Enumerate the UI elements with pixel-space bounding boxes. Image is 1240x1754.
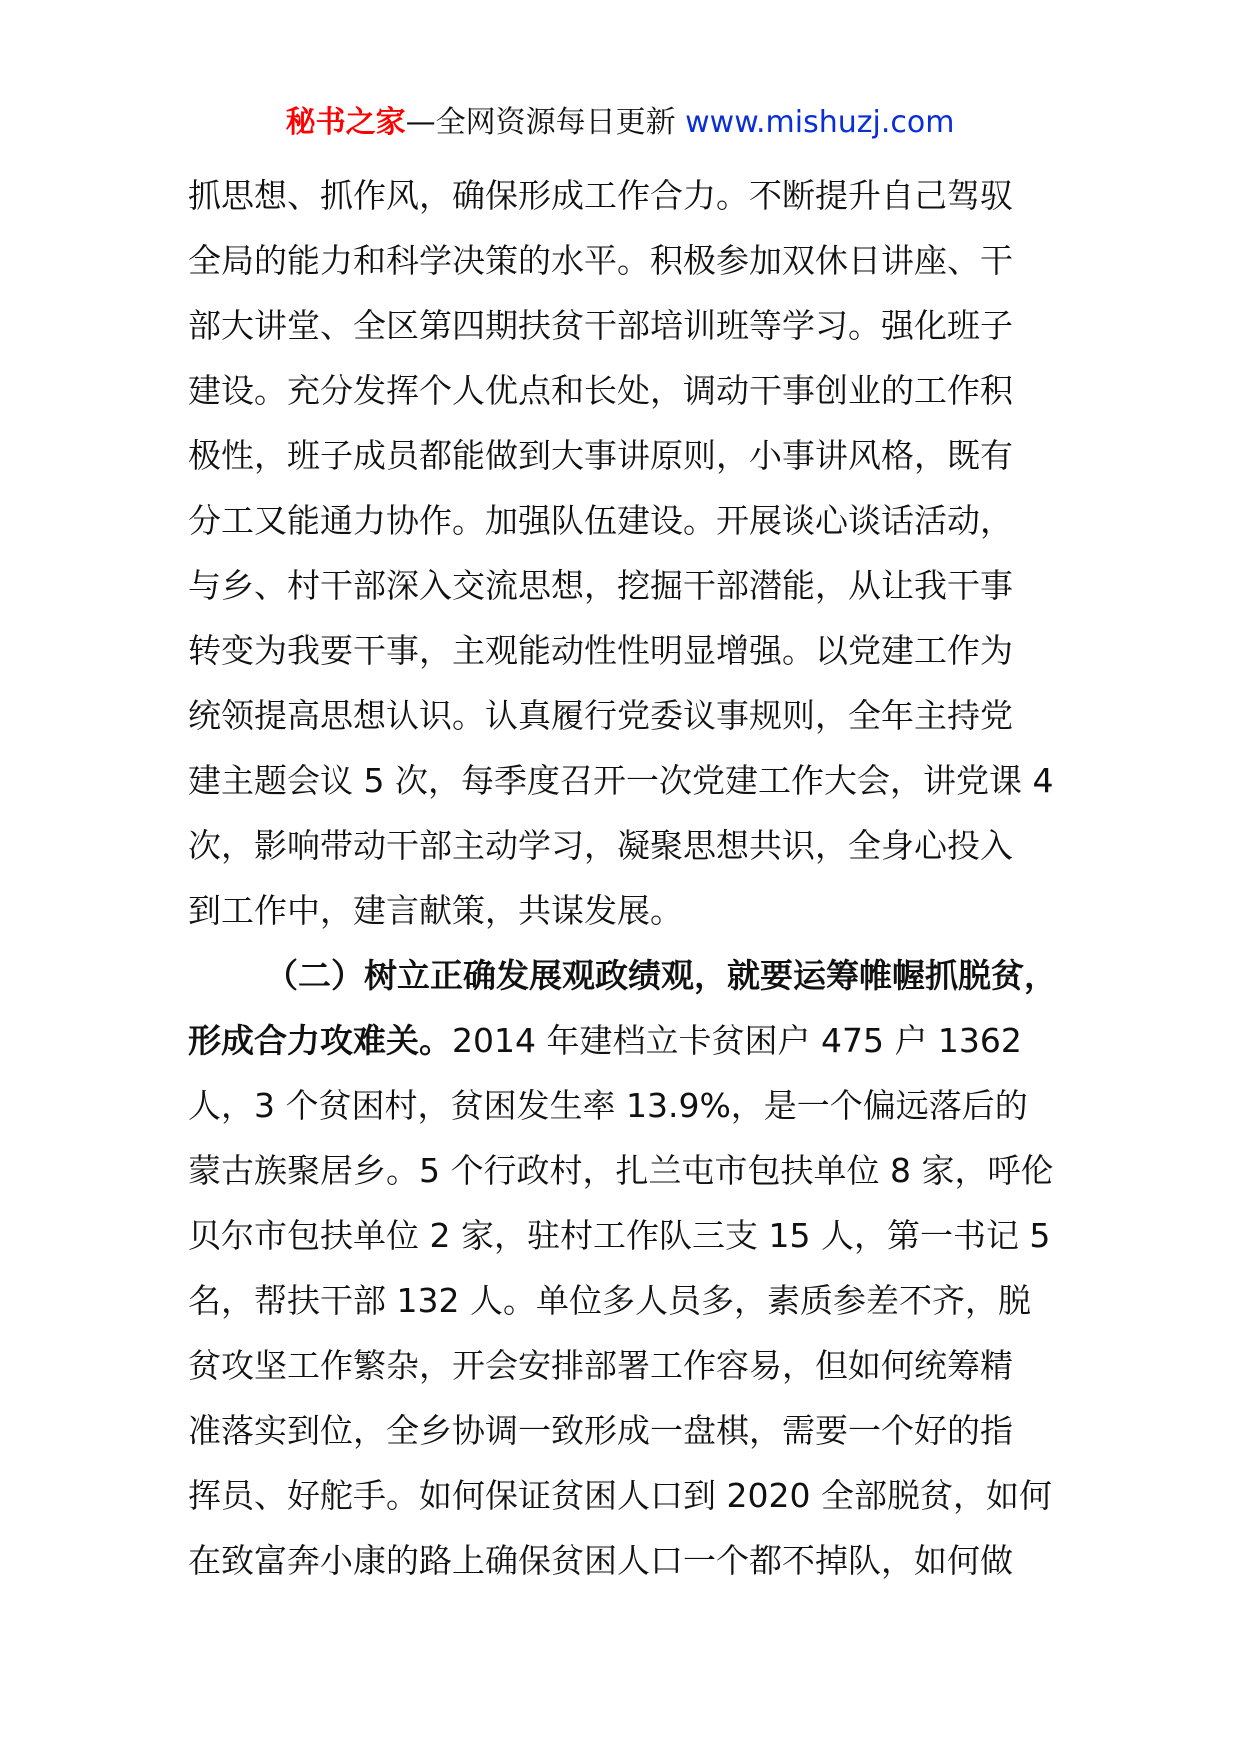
- body-line: 极性，班子成员都能做到大事讲原则，小事讲风格，既有: [188, 436, 1013, 475]
- section-line: 贝尔市包扶单位 2 家，驻村工作队三支 15 人，第一书记 5: [188, 1216, 1051, 1255]
- body-line: 建主题会议 5 次，每季度召开一次党建工作大会，讲党课 4: [188, 761, 1054, 800]
- section-line: 挥员、好舵手。如何保证贫困人口到 2020 全部脱贫，如何: [188, 1476, 1052, 1515]
- section-line: 在致富奔小康的路上确保贫困人口一个都不掉队，如何做: [188, 1541, 1013, 1580]
- body-line: 抓思想、抓作风，确保形成工作合力。不断提升自己驾驭: [188, 176, 1013, 215]
- header-brand: 秘书之家: [285, 105, 406, 140]
- body-line: 统领提高思想认识。认真履行党委议事规则，全年主持党: [188, 696, 1013, 735]
- body-line: 次，影响带动干部主动学习，凝聚思想共识，全身心投入: [188, 826, 1013, 865]
- header-url-link[interactable]: www.mishuzj.com: [685, 105, 955, 140]
- body-line: 与乡、村干部深入交流思想，挖掘干部潜能，从让我干事: [188, 566, 1013, 605]
- section-line: 准落实到位，全乡协调一致形成一盘棋，需要一个好的指: [188, 1411, 1013, 1450]
- section-heading-end: 形成合力攻难关。: [188, 1021, 452, 1060]
- body-line: 转变为我要干事，主观能动性性明显增强。以党建工作为: [188, 631, 1013, 670]
- header-tagline: —全网资源每日更新: [405, 105, 676, 140]
- body-line: 部大讲堂、全区第四期扶贫干部培训班等学习。强化班子: [188, 306, 1013, 345]
- section-heading-continuation: [188, 1008, 1068, 1073]
- body-line: 全局的能力和科学决策的水平。积极参加双休日讲座、干: [188, 241, 1013, 280]
- section-line: 人，3 个贫困村，贫困发生率 13.9%，是一个偏远落后的: [188, 1086, 1028, 1125]
- body-line: 分工又能通力协作。加强队伍建设。开展谈心谈话活动，: [188, 501, 1013, 540]
- section-line: 蒙古族聚居乡。5 个行政村，扎兰屯市包扶单位 8 家，呼伦: [188, 1151, 1054, 1190]
- section-first-sentence: 2014 年建档立卡贫困户 475 户 1362: [452, 1021, 1022, 1060]
- section-line: 贫攻坚工作繁杂，开会安排部署工作容易，但如何统筹精: [188, 1346, 1013, 1385]
- body-line: 到工作中，建言献策，共谋发展。: [188, 891, 683, 930]
- site-header: [0, 101, 1240, 145]
- document-body: [188, 163, 1068, 1593]
- section-heading: （二）树立正确发展观政绩观，就要运筹帷幄抓脱贫，: [265, 956, 1057, 995]
- section-line: 名，帮扶干部 132 人。单位多人员多，素质参差不齐，脱: [188, 1281, 1031, 1320]
- body-line: 建设。充分发挥个人优点和长处，调动干事创业的工作积: [188, 371, 1013, 410]
